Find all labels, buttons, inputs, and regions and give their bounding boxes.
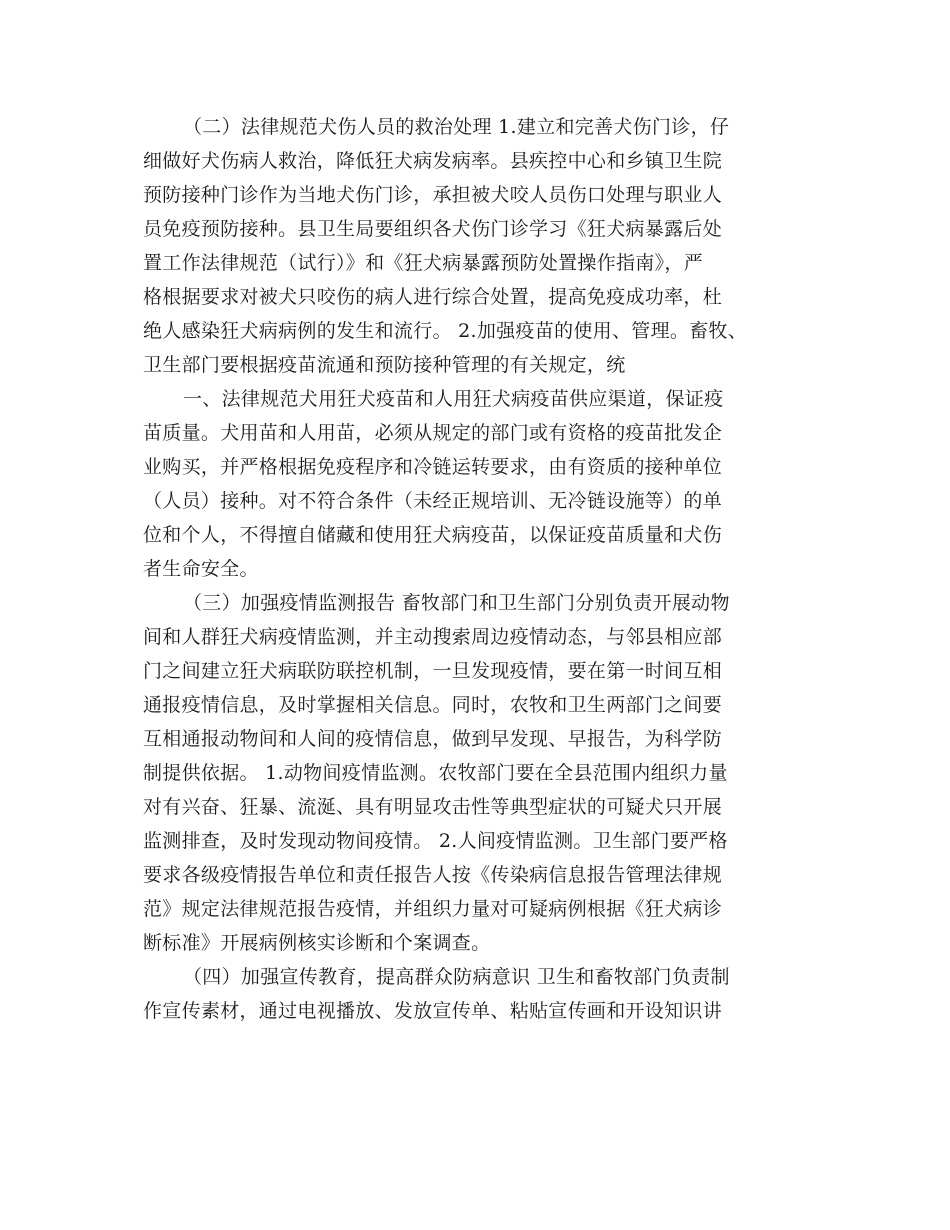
paragraph-publicity bbox=[143, 960, 815, 1028]
text-line: 者生命安全。 bbox=[143, 558, 259, 580]
text-line: 苗质量。犬用苗和人用苗，必须从规定的部门或有资格的疫苗批发企 bbox=[143, 422, 723, 444]
text-line: 范》规定法律规范报告疫情，并组织力量对可疑病例根据《狂犬病诊 bbox=[143, 898, 723, 920]
text-line: 作宣传素材，通过电视播放、发放宣传单、粘贴宣传画和开设知识讲 bbox=[143, 1000, 723, 1022]
text-line: 断标准》开展病例核实诊断和个案调查。 bbox=[143, 932, 491, 954]
text-line: 预防接种门诊作为当地犬伤门诊，承担被犬咬人员伤口处理与职业人 bbox=[143, 184, 723, 206]
text-line: 格根据要求对被犬只咬伤的病人进行综合处置，提高免疫成功率，杜 bbox=[143, 286, 723, 308]
text-line: 细做好犬伤病人救治，降低狂犬病发病率。县疾控中心和乡镇卫生院 bbox=[143, 150, 723, 172]
text-line: 监测排查，及时发现动物间疫情。 2.人间疫情监测。卫生部门要严格 bbox=[143, 830, 728, 852]
text-line: 通报疫情信息，及时掌握相关信息。同时，农牧和卫生两部门之间要 bbox=[143, 694, 723, 716]
text-line: 互相通报动物间和人间的疫情信息，做到早发现、早报告，为科学防 bbox=[143, 728, 723, 750]
text-line: （四）加强宣传教育，提高群众防病意识 卫生和畜牧部门负责制 bbox=[183, 966, 730, 988]
text-line: 位和个人，不得擅自储藏和使用狂犬病疫苗，以保证疫苗质量和犬伤 bbox=[143, 524, 723, 546]
text-line: 要求各级疫情报告单位和责任报告人按《传染病信息报告管理法律规 bbox=[143, 864, 723, 886]
text-line: （三）加强疫情监测报告 畜牧部门和卫生部门分别负责开展动物 bbox=[183, 592, 730, 614]
text-line: 门之间建立狂犬病联防联控机制，一旦发现疫情，要在第一时间互相 bbox=[143, 660, 723, 682]
text-line: 业购买，并严格根据免疫程序和冷链运转要求，由有资质的接种单位 bbox=[143, 456, 723, 478]
text-line: 一、法律规范犬用狂犬疫苗和人用狂犬病疫苗供应渠道，保证疫 bbox=[183, 388, 724, 410]
paragraph-monitoring bbox=[143, 586, 815, 960]
paragraph-treatment bbox=[143, 110, 815, 382]
text-line: 绝人感染狂犬病病例的发生和流行。 2.加强疫苗的使用、管理。畜牧、 bbox=[143, 320, 748, 342]
text-line: 员免疫预防接种。县卫生局要组织各犬伤门诊学习《狂犬病暴露后处 bbox=[143, 218, 723, 240]
text-line: 卫生部门要根据疫苗流通和预防接种管理的有关规定，统 bbox=[143, 354, 626, 376]
text-line: （二）法律规范犬伤人员的救治处理 1.建立和完善犬伤门诊，仔 bbox=[183, 116, 730, 138]
text-line: 间和人群狂犬病疫情监测，并主动搜索周边疫情动态，与邻县相应部 bbox=[143, 626, 723, 648]
text-line: 对有兴奋、狂暴、流涎、具有明显攻击性等典型症状的可疑犬只开展 bbox=[143, 796, 723, 818]
text-line: 制提供依据。 1.动物间疫情监测。农牧部门要在全县范围内组织力量 bbox=[143, 762, 728, 784]
text-line: （人员）接种。对不符合条件（未经正规培训、无冷链设施等）的单 bbox=[143, 490, 723, 512]
paragraph-vaccine-supply bbox=[143, 382, 815, 586]
text-line: 置工作法律规范（试行）》和《狂犬病暴露预防处置操作指南》，严 bbox=[143, 252, 704, 274]
document-body bbox=[143, 110, 815, 1028]
